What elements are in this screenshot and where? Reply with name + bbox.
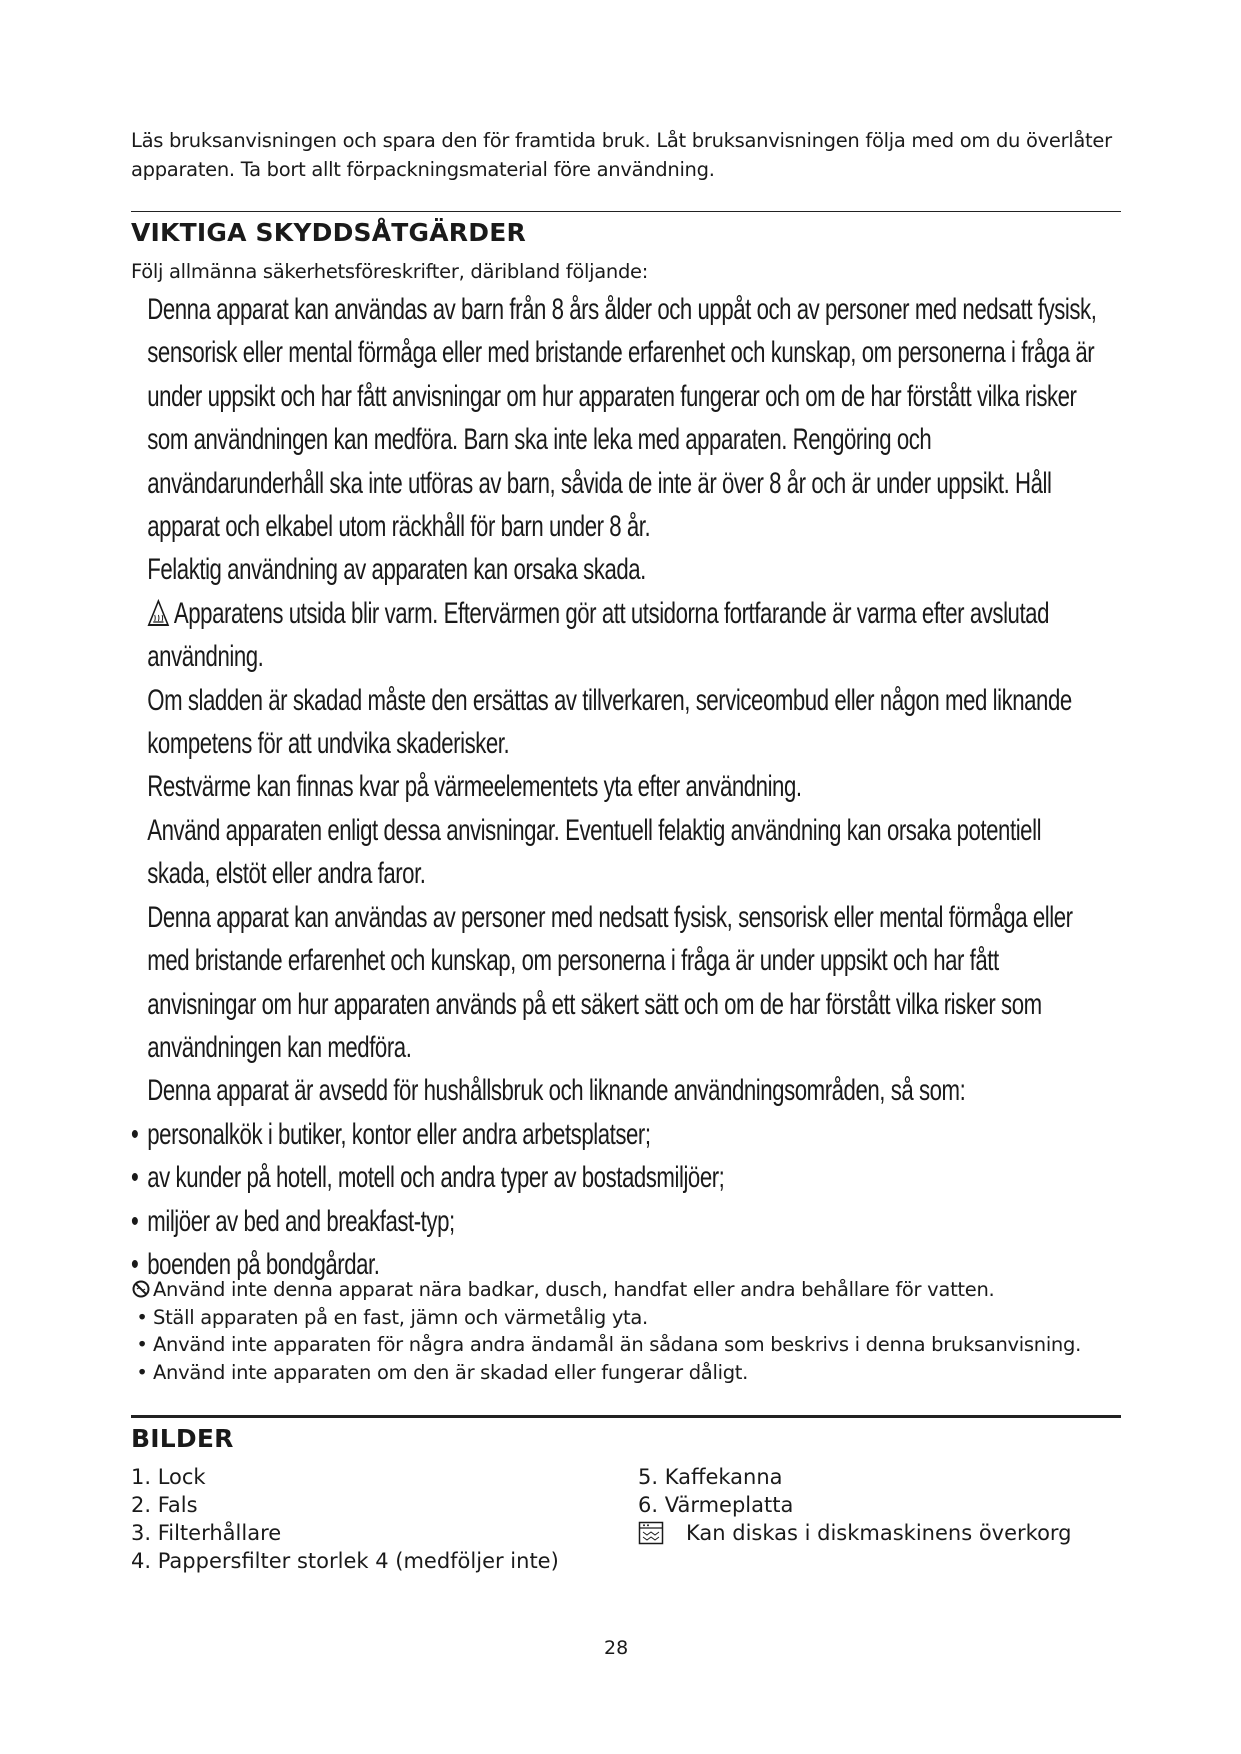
safety-line-warning: [131, 592, 1137, 635]
intro-paragraph: [131, 126, 1121, 184]
instruction-text: Ställ apparaten på en fast, jämn och värmetålig yta.: [153, 1305, 648, 1329]
part-item: 3. Filterhållare: [131, 1521, 282, 1545]
bullet-dot-icon: •: [136, 1333, 148, 1356]
bullet-text: boenden på bondgårdar.: [147, 1247, 380, 1281]
safety-lead: Följ allmänna säkerhetsföreskrifter, däribland följande:: [131, 260, 648, 283]
parts-list-left: [131, 1463, 559, 1575]
intro-line: apparaten. Ta bort allt förpackningsmaterial före användning.: [131, 158, 715, 181]
safety-body: [131, 288, 1137, 1286]
usage-bullet: [131, 1200, 1137, 1243]
instruction-row: [131, 1331, 1081, 1359]
bullet-text: miljöer av bed and breakfast-typ;: [147, 1204, 455, 1238]
bullet-dot-icon: •: [131, 1247, 139, 1281]
parts-heading: BILDER: [131, 1424, 234, 1453]
part-item: 4. Pappersfilter storlek 4 (medföljer inte): [131, 1549, 559, 1573]
bullet-dot-icon: •: [131, 1117, 139, 1151]
part-item: 5. Kaffekanna: [638, 1465, 783, 1489]
safety-line: anvisningar om hur apparaten används på ett säkert sätt och om de har förstått vilka risker som: [147, 987, 1042, 1021]
safety-line: användarunderhåll ska inte utföras av barn, såvida de inte är över 8 år och är under uppsikt. Håll: [147, 466, 1052, 500]
safety-line: kompetens för att undvika skaderisker.: [147, 727, 510, 761]
safety-line: Felaktig användning av apparaten kan orsaka skada.: [147, 553, 646, 587]
bullet-dot-icon: •: [131, 1161, 139, 1195]
intro-line: Läs bruksanvisningen och spara den för framtida bruk. Låt bruksanvisningen följa med om du överlåter: [131, 129, 1112, 152]
safety-line: Använd apparaten enligt dessa anvisningar. Eventuell felaktig användning kan orsaka potentiell: [147, 813, 1042, 847]
safety-line: skada, elstöt eller andra faror.: [147, 857, 426, 891]
safety-line: Denna apparat kan användas av personer med nedsatt fysisk, sensorisk eller mental förmåga eller: [147, 900, 1073, 934]
bullet-text: av kunder på hotell, motell och andra typer av bostadsmiljöer;: [147, 1161, 725, 1195]
safety-line: Denna apparat är avsedd för hushållsbruk och liknande användningsområden, så som:: [147, 1074, 966, 1108]
safety-line: Om sladden är skadad måste den ersättas av tillverkaren, serviceombud eller någon med liknande: [147, 683, 1072, 717]
instruction-text: Använd inte apparaten för några andra ändamål än sådana som beskrivs i denna bruksanvisning.: [153, 1333, 1081, 1356]
section-divider: [131, 211, 1121, 212]
section-divider: [131, 1415, 1121, 1418]
safety-line: som användningen kan medföra. Barn ska inte leka med apparaten. Rengöring och: [147, 423, 932, 457]
hot-surface-warning-icon: [147, 599, 169, 627]
small-instructions: [131, 1276, 1081, 1386]
instruction-row: [131, 1304, 1081, 1332]
safety-line: apparat och elkabel utom räckhåll för barn under 8 år.: [147, 510, 651, 544]
safety-line: sensorisk eller mental förmåga eller med bristande erfarenhet och kunskap, om personerna i fråga är: [147, 336, 1095, 370]
safety-line-text: Apparatens utsida blir varm. Eftervärmen gör att utsidorna fortfarande är varma efter avslutad: [173, 596, 1049, 630]
usage-bullet: [131, 1156, 1137, 1199]
dishwasher-icon: [638, 1521, 664, 1545]
no-water-icon: [131, 1280, 153, 1298]
bullet-text: personalkök i butiker, kontor eller andra arbetsplatser;: [147, 1117, 651, 1151]
safety-heading: VIKTIGA SKYDDSÅTGÄRDER: [131, 218, 526, 247]
safety-line: Denna apparat kan användas av barn från 8 års ålder och uppåt och av personer med nedsatt fysisk,: [147, 293, 1097, 326]
safety-line: användningen kan medföra.: [147, 1030, 412, 1064]
dishwasher-note: [638, 1519, 1072, 1547]
bullet-dot-icon: •: [136, 1305, 148, 1329]
part-item: 1. Lock: [131, 1465, 206, 1489]
usage-bullet: [131, 1113, 1137, 1156]
page-number: 28: [604, 1637, 629, 1659]
safety-line: Restvärme kan finnas kvar på värmeelementets yta efter användning.: [147, 770, 802, 804]
dishwasher-text: Kan diskas i diskmaskinens överkorg: [686, 1521, 1072, 1545]
bullet-dot-icon: •: [131, 1204, 139, 1238]
part-item: 2. Fals: [131, 1493, 198, 1517]
bullet-dot-icon: •: [136, 1360, 148, 1384]
instruction-row: [131, 1276, 1081, 1304]
safety-line: med bristande erfarenhet och kunskap, om personerna i fråga är under uppsikt och har fått: [147, 944, 999, 978]
safety-line: under uppsikt och har fått anvisningar om hur apparaten fungerar och om de har förstått vilka risker: [147, 379, 1077, 413]
parts-list-right: [638, 1463, 1072, 1547]
instruction-text: Använd inte apparaten om den är skadad eller fungerar dåligt.: [153, 1360, 749, 1384]
instruction-text: Använd inte denna apparat nära badkar, dusch, handfat eller andra behållare för vatten.: [153, 1278, 995, 1301]
safety-line: användning.: [147, 640, 264, 674]
part-item: 6. Värmeplatta: [638, 1493, 794, 1517]
instruction-row: [131, 1359, 1081, 1387]
